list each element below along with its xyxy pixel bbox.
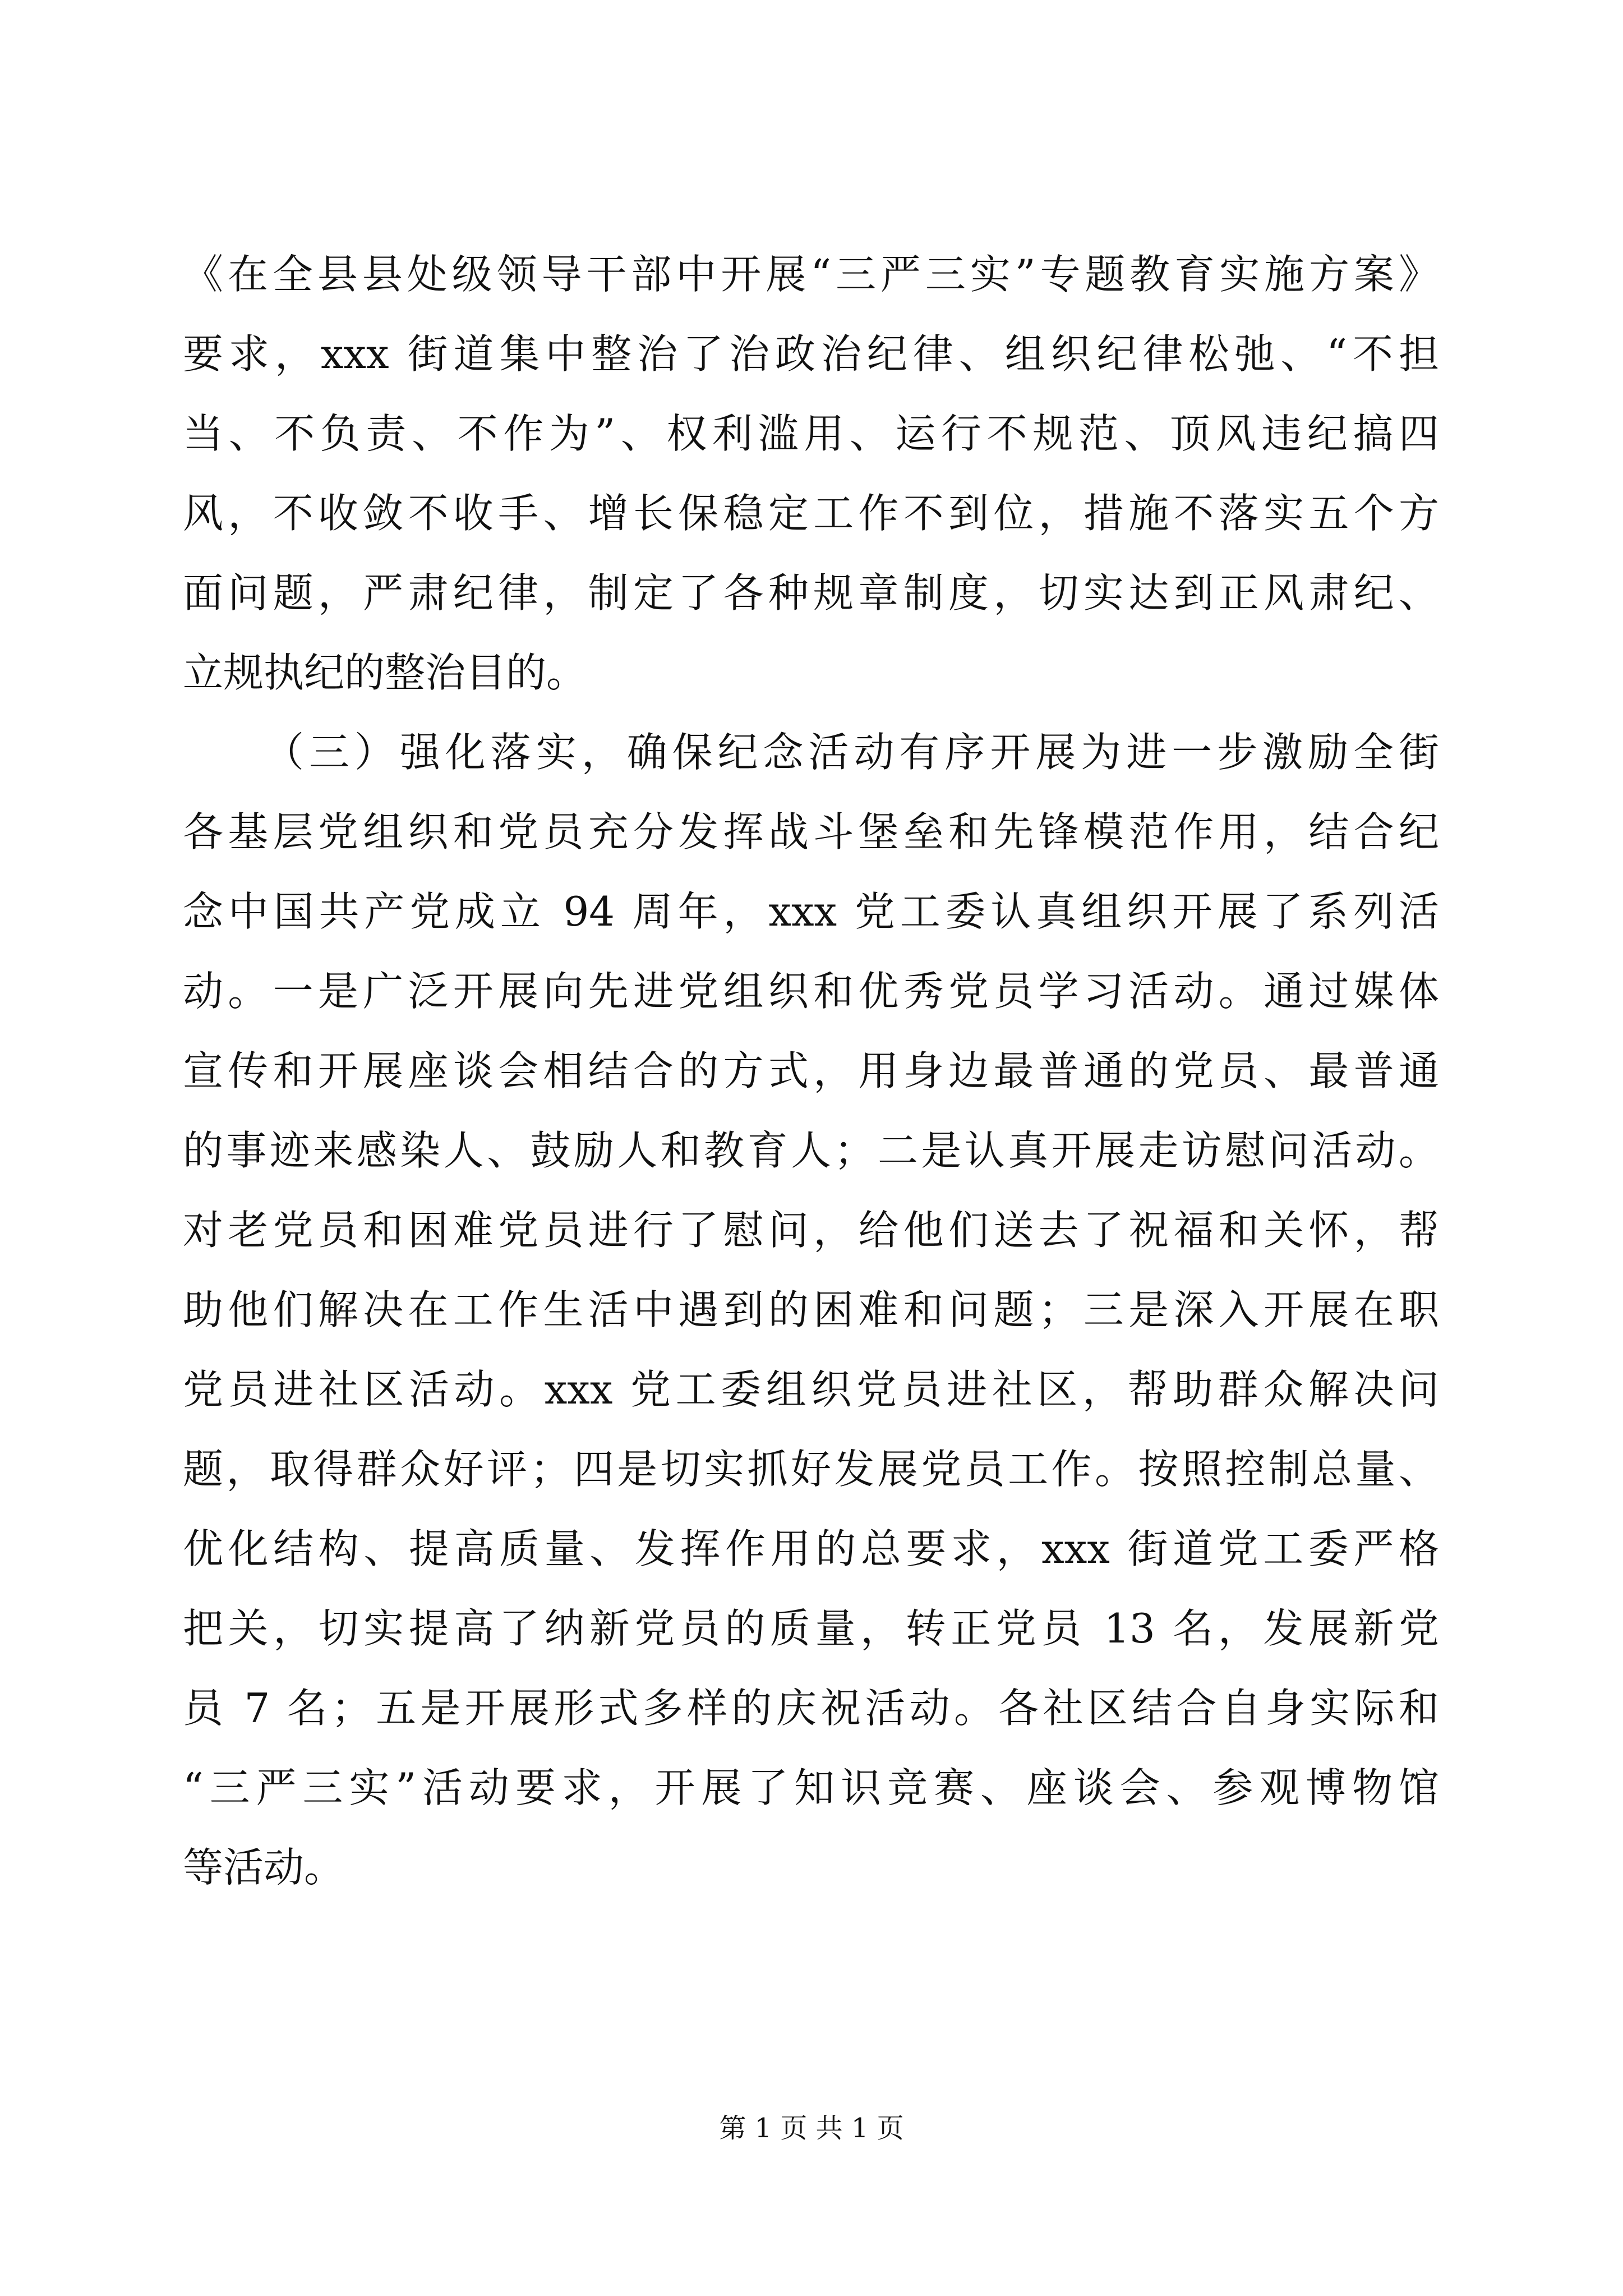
- text-line: 动。一是广泛开展向先进党组织和优秀党员学习活动。通过媒体: [183, 968, 1439, 1015]
- text-line: 念中国共产党成立 94 周年，xxx 党工委认真组织开展了系列活: [183, 888, 1439, 935]
- text-line: 党员进社区活动。xxx 党工委组织党员进社区，帮助群众解决问: [183, 1366, 1439, 1413]
- paragraph-2: [183, 712, 1439, 1907]
- text-line: 等活动。: [183, 1844, 345, 1891]
- text-line: 面问题，严肃纪律，制定了各种规章制度，切实达到正风肃纪、: [183, 569, 1439, 616]
- text-line: 宣传和开展座谈会相结合的方式，用身边最普通的党员、最普通: [183, 1047, 1439, 1094]
- text-line: 把关，切实提高了纳新党员的质量，转正党员 13 名，发展新党: [183, 1605, 1439, 1652]
- text-line: 员 7 名；五是开展形式多样的庆祝活动。各社区结合自身实际和: [183, 1685, 1439, 1732]
- paragraph-1: [183, 234, 1439, 712]
- text-line: 立规执纪的整治目的。: [183, 649, 587, 696]
- text-line: 风，不收敛不收手、增长保稳定工作不到位，措施不落实五个方: [183, 490, 1439, 537]
- text-line: 《在全县县处级领导干部中开展“三严三实”专题教育实施方案》: [183, 251, 1439, 298]
- text-line: 助他们解决在工作生活中遇到的困难和问题；三是深入开展在职: [183, 1286, 1439, 1333]
- text-line: 的事迹来感染人、鼓励人和教育人；二是认真开展走访慰问活动。: [183, 1127, 1439, 1174]
- text-line: 当、不负责、不作为”、权利滥用、运行不规范、顶风违纪搞四: [183, 410, 1439, 457]
- body-text: [183, 234, 1439, 1907]
- text-line: 要求，xxx 街道集中整治了治政治纪律、组织纪律松弛、“不担: [183, 330, 1439, 378]
- text-line: “三严三实”活动要求，开展了知识竞赛、座谈会、参观博物馆: [183, 1764, 1439, 1811]
- page-footer: 第 1 页 共 1 页: [719, 2113, 904, 2144]
- text-line: 优化结构、提高质量、发挥作用的总要求，xxx 街道党工委严格: [183, 1525, 1439, 1572]
- text-line: （三）强化落实，确保纪念活动有序开展为进一步激励全街: [264, 729, 1439, 776]
- text-line: 各基层党组织和党员充分发挥战斗堡垒和先锋模范作用，结合纪: [183, 808, 1439, 855]
- text-line: 对老党员和困难党员进行了慰问，给他们送去了祝福和关怀，帮: [183, 1207, 1439, 1254]
- text-line: 题，取得群众好评；四是切实抓好发展党员工作。按照控制总量、: [183, 1446, 1439, 1493]
